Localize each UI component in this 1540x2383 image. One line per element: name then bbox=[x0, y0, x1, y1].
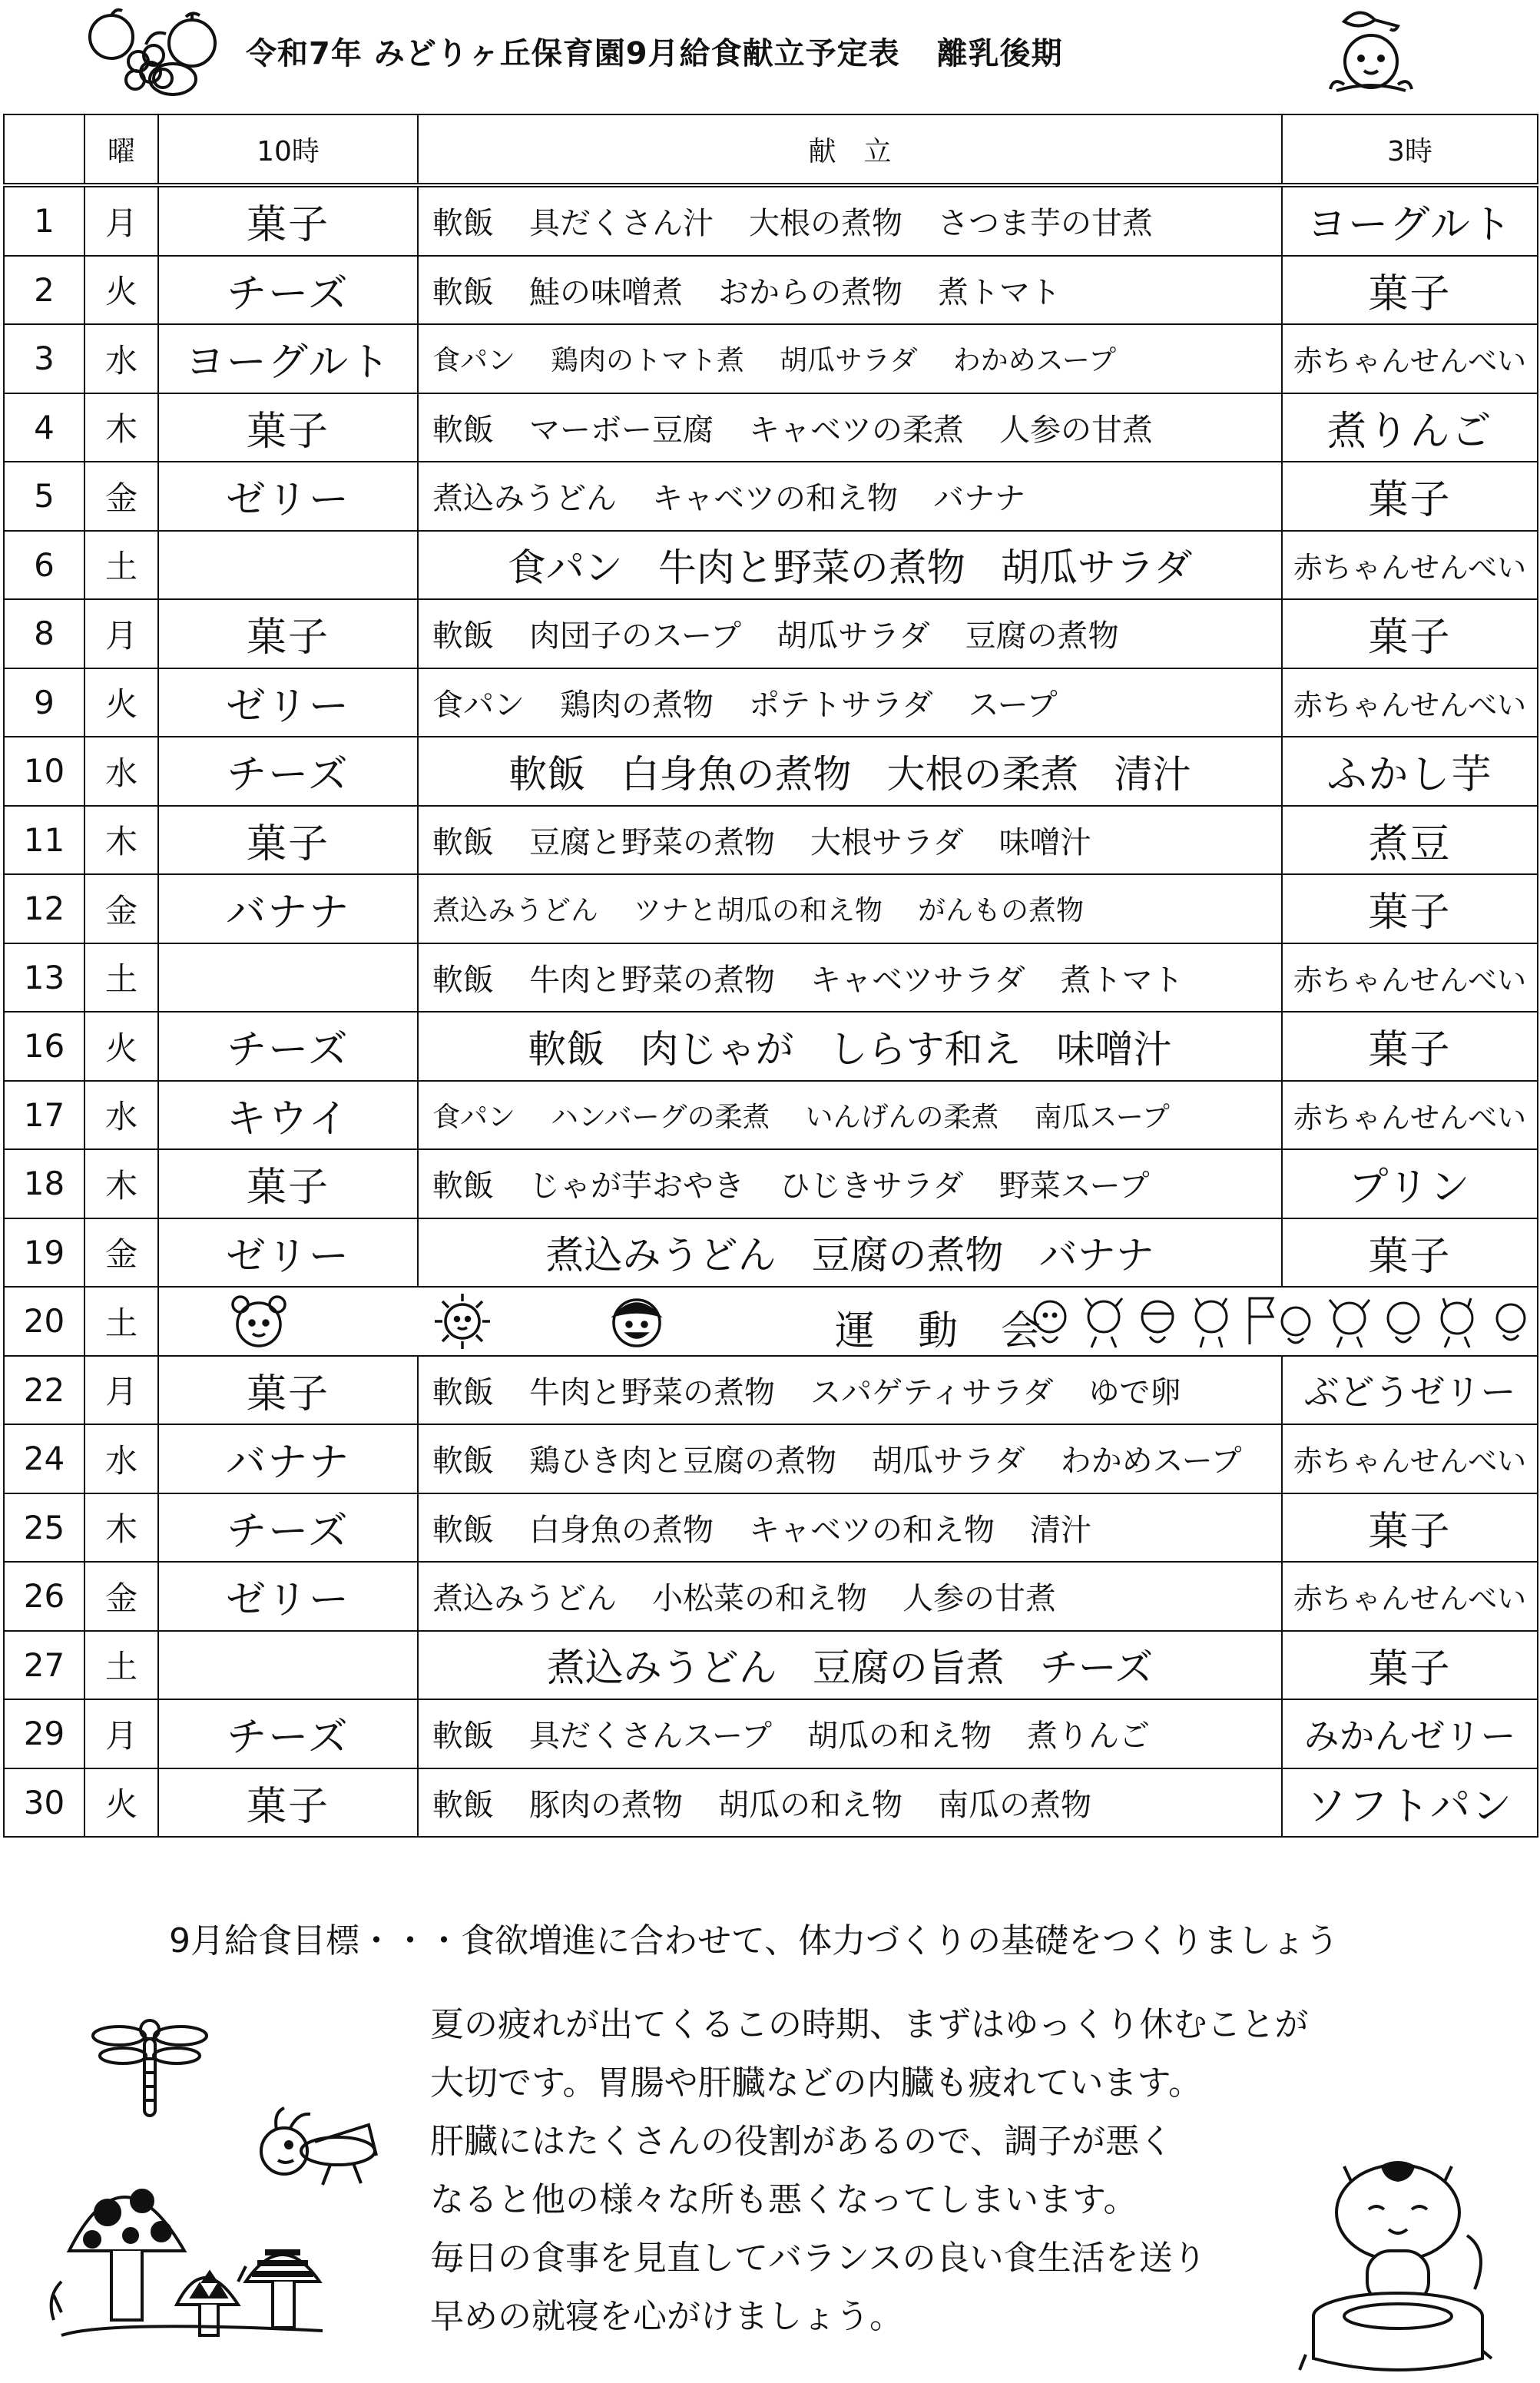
monthly-goal: 9月給食目標・・・食欲増進に合わせて、体力づくりの基礎をつくりましょう bbox=[169, 1921, 1340, 1960]
table-row bbox=[4, 1149, 1538, 1218]
cell-day: 11 bbox=[4, 806, 84, 875]
cell-lunch bbox=[418, 806, 1282, 875]
cell-day: 6 bbox=[4, 531, 84, 600]
cell-snack-10am bbox=[158, 1631, 418, 1700]
lunch-item: 牛肉と野菜の煮物 bbox=[657, 545, 965, 591]
cell-weekday: 木 bbox=[84, 806, 158, 875]
lunch-item: キャベツサラダ bbox=[810, 962, 1025, 998]
lunch-item: ゆで卵 bbox=[1088, 1374, 1181, 1410]
cell-weekday: 火 bbox=[84, 1768, 158, 1838]
cell-weekday: 水 bbox=[84, 737, 158, 806]
cell-weekday: 金 bbox=[84, 874, 158, 943]
sports-day-parade-icon bbox=[1027, 1291, 1534, 1352]
lunch-item: 軟飯 bbox=[432, 824, 494, 860]
lunch-item: 人参の甘煮 bbox=[999, 412, 1153, 448]
lunch-item: 軟飯 bbox=[432, 1443, 494, 1480]
cell-snack-10am: 菓子 bbox=[158, 1356, 418, 1425]
cell-day: 18 bbox=[4, 1149, 84, 1218]
cell-weekday: 火 bbox=[84, 256, 158, 325]
title-stage: 離乳後期 bbox=[936, 36, 1063, 71]
cell-snack-10am: ゼリー bbox=[158, 462, 418, 531]
table-row bbox=[4, 1012, 1538, 1081]
cell-weekday: 水 bbox=[84, 1081, 158, 1150]
health-notes bbox=[430, 1996, 1336, 2346]
col-header-day bbox=[4, 114, 84, 185]
lunch-item: キャベツの和え物 bbox=[749, 1512, 995, 1548]
cell-day: 1 bbox=[4, 185, 84, 256]
lunch-item: 清汁 bbox=[1114, 751, 1191, 797]
cell-snack-3pm: 菓子 bbox=[1282, 462, 1538, 531]
cell-snack-3pm: 菓子 bbox=[1282, 1493, 1538, 1563]
lunch-item: 軟飯 bbox=[432, 618, 494, 655]
lunch-item: 味噌汁 bbox=[999, 824, 1091, 860]
lunch-item: 大根の柔煮 bbox=[886, 751, 1079, 797]
lunch-item: 豆腐の旨煮 bbox=[812, 1646, 1005, 1691]
cell-lunch bbox=[418, 599, 1282, 668]
cat-on-stump-icon bbox=[1298, 2143, 1498, 2374]
table-row bbox=[4, 1493, 1538, 1563]
lunch-item: じゃが芋おやき bbox=[529, 1168, 744, 1205]
table-row bbox=[4, 531, 1538, 600]
lunch-item: スパゲティサラダ bbox=[810, 1374, 1054, 1410]
cell-day: 3 bbox=[4, 324, 84, 393]
boy-face-icon bbox=[604, 1291, 669, 1351]
table-row bbox=[4, 1356, 1538, 1425]
lunch-item: さつま芋の甘煮 bbox=[938, 206, 1153, 242]
col-header-10am: 10時 bbox=[158, 114, 418, 185]
col-header-weekday: 曜 bbox=[84, 114, 158, 185]
cell-lunch bbox=[418, 1424, 1282, 1493]
cell-snack-3pm: 赤ちゃんせんべい bbox=[1282, 668, 1538, 737]
note-line: なると他の様々な所も悪くなってしまいます。 bbox=[430, 2180, 1138, 2219]
cell-snack-10am bbox=[158, 531, 418, 600]
lunch-item: 軟飯 bbox=[432, 962, 494, 998]
cell-weekday: 月 bbox=[84, 1356, 158, 1425]
cell-lunch bbox=[418, 462, 1282, 531]
cell-day: 22 bbox=[4, 1356, 84, 1425]
lunch-item: キャベツの和え物 bbox=[652, 481, 898, 517]
lunch-item: 人参の甘煮 bbox=[902, 1581, 1056, 1617]
cell-lunch bbox=[418, 1493, 1282, 1563]
lunch-item: 南瓜の煮物 bbox=[938, 1787, 1091, 1823]
cell-snack-10am bbox=[158, 943, 418, 1013]
note-line: 夏の疲れが出てくるこの時期、まずはゆっくり休むことが bbox=[430, 2005, 1309, 2044]
lunch-item: ポテトサラダ bbox=[749, 687, 933, 723]
cell-snack-10am: ゼリー bbox=[158, 1562, 418, 1631]
table-row bbox=[4, 806, 1538, 875]
lunch-item: 食パン bbox=[432, 345, 516, 377]
cell-snack-10am: バナナ bbox=[158, 874, 418, 943]
lunch-item: 牛肉と野菜の煮物 bbox=[529, 1374, 775, 1410]
cell-snack-10am: ゼリー bbox=[158, 1218, 418, 1288]
cell-snack-3pm: ヨーグルト bbox=[1282, 185, 1538, 256]
cell-snack-3pm: 菓子 bbox=[1282, 1631, 1538, 1700]
table-row bbox=[4, 256, 1538, 325]
cell-weekday: 水 bbox=[84, 324, 158, 393]
fruit-basket-icon bbox=[77, 6, 223, 98]
table-row bbox=[4, 1699, 1538, 1768]
cell-weekday: 火 bbox=[84, 1012, 158, 1081]
lunch-item: 煮込みうどん bbox=[432, 895, 599, 927]
table-row bbox=[4, 943, 1538, 1013]
cell-lunch bbox=[418, 943, 1282, 1013]
lunch-item: 軟飯 bbox=[432, 1168, 494, 1205]
cell-lunch bbox=[418, 1562, 1282, 1631]
lunch-item: 軟飯 bbox=[432, 274, 494, 310]
lunch-item: 具だくさんスープ bbox=[529, 1718, 772, 1755]
table-header-row bbox=[4, 114, 1538, 185]
page-title bbox=[246, 31, 1290, 77]
lunch-item: 豆腐の煮物 bbox=[811, 1233, 1004, 1278]
cell-weekday: 土 bbox=[84, 943, 158, 1013]
cell-weekday: 土 bbox=[84, 1287, 158, 1356]
lunch-item: 白身魚の煮物 bbox=[529, 1512, 714, 1548]
lunch-item: 野菜スープ bbox=[999, 1168, 1150, 1205]
table-row bbox=[4, 1218, 1538, 1288]
lunch-item: ひじきサラダ bbox=[780, 1168, 964, 1205]
cell-snack-3pm: 赤ちゃんせんべい bbox=[1282, 943, 1538, 1013]
mushrooms-icon bbox=[46, 2166, 338, 2343]
lunch-item: 鶏肉の煮物 bbox=[560, 687, 714, 723]
cell-weekday: 火 bbox=[84, 668, 158, 737]
lunch-item: 鶏ひき肉と豆腐の煮物 bbox=[529, 1443, 836, 1480]
note-line: 早めの就寝を心がけましょう。 bbox=[430, 2297, 903, 2336]
cell-day: 2 bbox=[4, 256, 84, 325]
table-row bbox=[4, 324, 1538, 393]
cell-weekday: 金 bbox=[84, 1562, 158, 1631]
note-line: 肝臓にはたくさんの役割があるので、調子が悪く bbox=[430, 2122, 1174, 2161]
cell-weekday: 金 bbox=[84, 462, 158, 531]
lunch-item: 鶏肉のトマト煮 bbox=[551, 345, 745, 377]
cell-snack-10am: 菓子 bbox=[158, 1768, 418, 1838]
cell-snack-3pm: 赤ちゃんせんべい bbox=[1282, 1424, 1538, 1493]
lunch-item: 軟飯 bbox=[528, 1026, 605, 1072]
cell-lunch bbox=[418, 1081, 1282, 1150]
cell-snack-3pm: 菓子 bbox=[1282, 1012, 1538, 1081]
cell-lunch bbox=[418, 1699, 1282, 1768]
lunch-item: マーボー豆腐 bbox=[529, 412, 714, 448]
menu-table bbox=[3, 114, 1538, 1838]
event-cell bbox=[158, 1287, 1538, 1356]
cell-lunch bbox=[418, 874, 1282, 943]
cell-day: 29 bbox=[4, 1699, 84, 1768]
cell-snack-10am: 菓子 bbox=[158, 393, 418, 462]
lunch-item: ツナと胡瓜の和え物 bbox=[634, 895, 883, 927]
lunch-item: 軟飯 bbox=[508, 751, 586, 797]
cell-day: 20 bbox=[4, 1287, 84, 1356]
cell-snack-3pm: 赤ちゃんせんべい bbox=[1282, 324, 1538, 393]
cell-snack-3pm: 赤ちゃんせんべい bbox=[1282, 531, 1538, 600]
cell-weekday: 月 bbox=[84, 599, 158, 668]
table-row bbox=[4, 737, 1538, 806]
lunch-item: がんもの煮物 bbox=[918, 895, 1085, 927]
lunch-item: 軟飯 bbox=[432, 206, 494, 242]
lunch-item: 大根の煮物 bbox=[749, 206, 902, 242]
lunch-item: 煮込みうどん bbox=[432, 1581, 617, 1617]
cell-snack-10am: チーズ bbox=[158, 1699, 418, 1768]
cell-weekday: 木 bbox=[84, 1149, 158, 1218]
cell-snack-10am: キウイ bbox=[158, 1081, 418, 1150]
cell-lunch bbox=[418, 1768, 1282, 1838]
cell-day: 25 bbox=[4, 1493, 84, 1563]
lunch-item: 煮りんご bbox=[1027, 1718, 1150, 1755]
cell-day: 24 bbox=[4, 1424, 84, 1493]
title-main: 令和7年 みどりヶ丘保育園9月給食献立予定表 bbox=[246, 36, 900, 71]
cell-snack-3pm: 菓子 bbox=[1282, 599, 1538, 668]
lunch-item: 白身魚の煮物 bbox=[621, 751, 852, 797]
lunch-item: キャベツの柔煮 bbox=[749, 412, 964, 448]
cell-day: 30 bbox=[4, 1768, 84, 1838]
girl-face-icon bbox=[228, 1291, 290, 1351]
cell-day: 5 bbox=[4, 462, 84, 531]
lunch-item: 清汁 bbox=[1030, 1512, 1091, 1548]
lunch-item: 胡瓜サラダ bbox=[777, 618, 930, 655]
cell-snack-10am: 菓子 bbox=[158, 185, 418, 256]
cell-snack-3pm: 菓子 bbox=[1282, 1218, 1538, 1288]
lunch-item: ハンバーグの柔煮 bbox=[551, 1101, 770, 1133]
cell-day: 8 bbox=[4, 599, 84, 668]
cell-day: 10 bbox=[4, 737, 84, 806]
cell-snack-10am: ゼリー bbox=[158, 668, 418, 737]
lunch-item: わかめスープ bbox=[1060, 1443, 1242, 1480]
cell-weekday: 月 bbox=[84, 185, 158, 256]
cell-day: 16 bbox=[4, 1012, 84, 1081]
cell-day: 19 bbox=[4, 1218, 84, 1288]
table-row bbox=[4, 1287, 1538, 1356]
cell-lunch bbox=[418, 1356, 1282, 1425]
cell-snack-10am: 菓子 bbox=[158, 806, 418, 875]
lunch-item: 胡瓜の和え物 bbox=[718, 1787, 902, 1823]
lunch-item: バナナ bbox=[933, 481, 1025, 517]
table-row bbox=[4, 599, 1538, 668]
table-row bbox=[4, 185, 1538, 256]
cell-snack-3pm: 赤ちゃんせんべい bbox=[1282, 1562, 1538, 1631]
lunch-item: わかめスープ bbox=[952, 345, 1117, 377]
col-header-3pm: 3時 bbox=[1282, 114, 1538, 185]
lunch-item: チーズ bbox=[1039, 1646, 1154, 1691]
cell-weekday: 月 bbox=[84, 1699, 158, 1768]
lunch-item: 軟飯 bbox=[432, 1374, 494, 1410]
lunch-item: 煮込みうどん bbox=[545, 1233, 777, 1278]
lunch-item: 煮込みうどん bbox=[546, 1646, 777, 1691]
lunch-item: 軟飯 bbox=[432, 1787, 494, 1823]
cell-day: 26 bbox=[4, 1562, 84, 1631]
lunch-item: 煮込みうどん bbox=[432, 481, 617, 517]
cell-day: 9 bbox=[4, 668, 84, 737]
cell-weekday: 金 bbox=[84, 1218, 158, 1288]
sun-face-icon bbox=[432, 1291, 493, 1351]
cell-day: 27 bbox=[4, 1631, 84, 1700]
cell-lunch bbox=[418, 737, 1282, 806]
cell-lunch bbox=[418, 531, 1282, 600]
lunch-item: いんげんの柔煮 bbox=[805, 1101, 999, 1133]
cell-snack-10am: 菓子 bbox=[158, 599, 418, 668]
lunch-item: バナナ bbox=[1038, 1233, 1154, 1278]
lunch-item: 食パン bbox=[507, 545, 623, 591]
lunch-item: 肉じゃが bbox=[640, 1026, 794, 1072]
lunch-item: 肉団子のスープ bbox=[529, 618, 741, 655]
cell-day: 4 bbox=[4, 393, 84, 462]
cell-snack-3pm: 菓子 bbox=[1282, 256, 1538, 325]
lunch-item: 胡瓜の和え物 bbox=[807, 1718, 992, 1755]
lunch-item: 煮トマト bbox=[1060, 962, 1184, 998]
lunch-item: 胡瓜サラダ bbox=[872, 1443, 1025, 1480]
lunch-item: 軟飯 bbox=[432, 1512, 494, 1548]
table-row bbox=[4, 1562, 1538, 1631]
lunch-item: 食パン bbox=[432, 1101, 516, 1133]
lunch-item: スープ bbox=[968, 687, 1058, 723]
cell-snack-3pm: プリン bbox=[1282, 1149, 1538, 1218]
cell-snack-10am: チーズ bbox=[158, 1493, 418, 1563]
table-row bbox=[4, 668, 1538, 737]
cell-snack-10am: ヨーグルト bbox=[158, 324, 418, 393]
cell-lunch bbox=[418, 185, 1282, 256]
lunch-item: 胡瓜サラダ bbox=[1000, 545, 1193, 591]
lunch-item: 鮭の味噌煮 bbox=[529, 274, 683, 310]
note-line: 大切です。胃腸や肝臓などの内臓も疲れています。 bbox=[430, 2063, 1202, 2103]
cell-snack-3pm: 菓子 bbox=[1282, 874, 1538, 943]
lunch-item: 煮トマト bbox=[938, 274, 1061, 310]
note-line: 毎日の食事を見直してバランスの良い食生活を送り bbox=[430, 2239, 1207, 2278]
cell-day: 12 bbox=[4, 874, 84, 943]
cell-snack-3pm: みかんゼリー bbox=[1282, 1699, 1538, 1768]
cell-lunch bbox=[418, 324, 1282, 393]
dragonfly-icon bbox=[84, 2013, 215, 2120]
cell-weekday: 木 bbox=[84, 393, 158, 462]
table-row bbox=[4, 462, 1538, 531]
cell-lunch bbox=[418, 1631, 1282, 1700]
table-row bbox=[4, 874, 1538, 943]
table-row bbox=[4, 1081, 1538, 1150]
cell-snack-3pm: 赤ちゃんせんべい bbox=[1282, 1081, 1538, 1150]
cell-lunch bbox=[418, 393, 1282, 462]
cell-lunch bbox=[418, 668, 1282, 737]
lunch-item: 豆腐の煮物 bbox=[965, 618, 1119, 655]
lunch-item: 味噌汁 bbox=[1056, 1026, 1172, 1072]
col-header-menu: 献 立 bbox=[418, 114, 1282, 185]
cell-weekday: 土 bbox=[84, 1631, 158, 1700]
lunch-item: 胡瓜サラダ bbox=[780, 345, 918, 377]
lunch-item: 軟飯 bbox=[432, 412, 494, 448]
lunch-item: 具だくさん汁 bbox=[529, 206, 714, 242]
cell-snack-3pm: 煮豆 bbox=[1282, 806, 1538, 875]
cell-snack-10am: チーズ bbox=[158, 737, 418, 806]
cell-snack-10am: チーズ bbox=[158, 1012, 418, 1081]
cell-day: 13 bbox=[4, 943, 84, 1013]
sprout-kid-icon bbox=[1313, 6, 1429, 106]
cell-lunch bbox=[418, 1149, 1282, 1218]
cell-day: 17 bbox=[4, 1081, 84, 1150]
table-row bbox=[4, 1631, 1538, 1700]
cell-snack-10am: 菓子 bbox=[158, 1149, 418, 1218]
lunch-item: 豆腐と野菜の煮物 bbox=[529, 824, 775, 860]
cell-snack-10am: チーズ bbox=[158, 256, 418, 325]
lunch-item: 牛肉と野菜の煮物 bbox=[529, 962, 775, 998]
lunch-item: 軟飯 bbox=[432, 1718, 494, 1755]
cell-lunch bbox=[418, 256, 1282, 325]
cell-lunch bbox=[418, 1012, 1282, 1081]
lunch-item: しらす和え bbox=[829, 1026, 1022, 1072]
lunch-item: 小松菜の和え物 bbox=[652, 1581, 867, 1617]
lunch-item: 大根サラダ bbox=[810, 824, 964, 860]
cell-lunch bbox=[418, 1218, 1282, 1288]
cell-snack-3pm: ふかし芋 bbox=[1282, 737, 1538, 806]
cell-weekday: 水 bbox=[84, 1424, 158, 1493]
cell-snack-3pm: 煮りんご bbox=[1282, 393, 1538, 462]
table-row bbox=[4, 393, 1538, 462]
lunch-item: 南瓜スープ bbox=[1034, 1101, 1170, 1133]
cell-snack-3pm: ソフトパン bbox=[1282, 1768, 1538, 1838]
table-row bbox=[4, 1424, 1538, 1493]
table-row bbox=[4, 1768, 1538, 1838]
cell-weekday: 土 bbox=[84, 531, 158, 600]
cell-snack-3pm: ぶどうゼリー bbox=[1282, 1356, 1538, 1425]
lunch-item: おからの煮物 bbox=[718, 274, 902, 310]
cell-weekday: 木 bbox=[84, 1493, 158, 1563]
lunch-item: 豚肉の煮物 bbox=[529, 1787, 683, 1823]
sports-day-label: 運 動 会 bbox=[835, 1308, 1043, 1354]
cell-snack-10am: バナナ bbox=[158, 1424, 418, 1493]
lunch-item: 食パン bbox=[432, 687, 525, 723]
